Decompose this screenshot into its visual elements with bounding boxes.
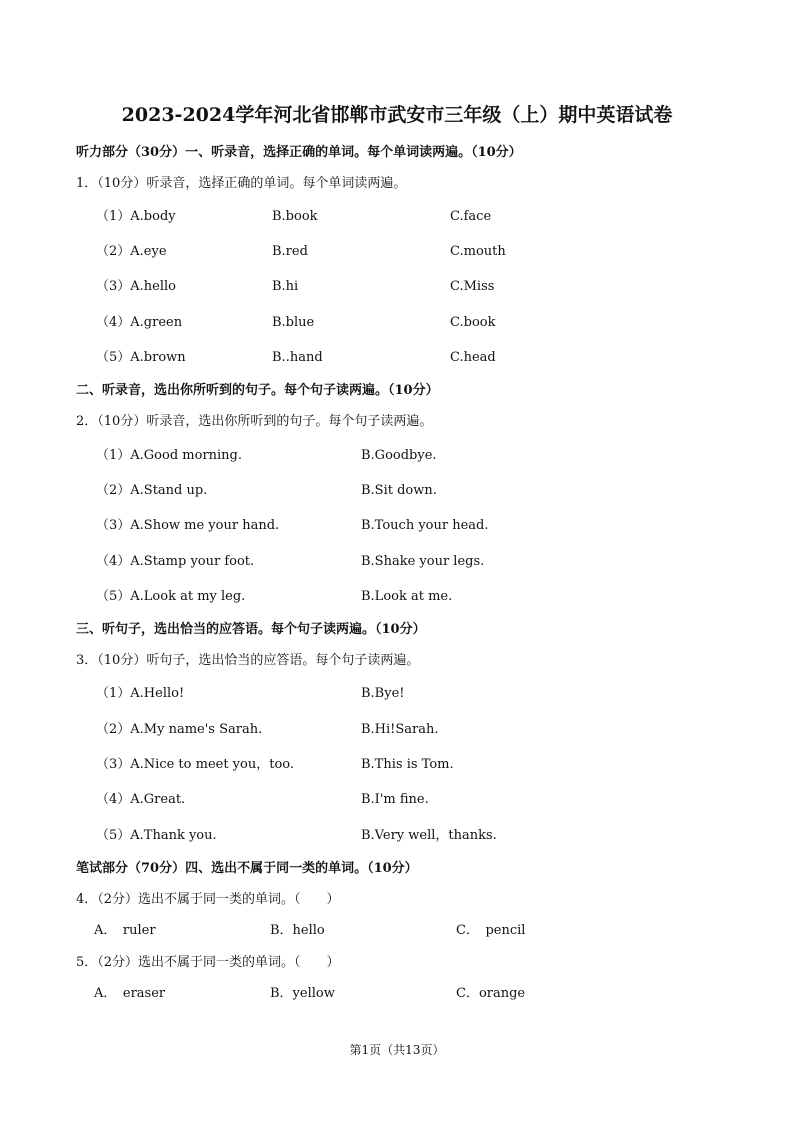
option-b: B.blue bbox=[272, 315, 315, 330]
option-a: （1）A.Hello! bbox=[96, 686, 185, 701]
option-b: B.Very well，thanks. bbox=[361, 828, 497, 843]
option-c: C． pencil bbox=[456, 923, 526, 938]
option-c: C.head bbox=[450, 350, 496, 365]
option-a: （2）A.My name's Sarah. bbox=[96, 722, 263, 737]
option-b: B.Look at me. bbox=[361, 589, 453, 604]
option-b: B．yellow bbox=[270, 986, 335, 1001]
option-a: （3）A.hello bbox=[96, 279, 176, 294]
option-b: B.hi bbox=[272, 279, 299, 294]
option-b: B.red bbox=[272, 244, 308, 259]
option-c: C.book bbox=[450, 315, 496, 330]
question-1-row bbox=[0, 348, 794, 368]
page-footer: 第1页（共13页） bbox=[349, 1043, 445, 1057]
question-2-row bbox=[0, 552, 794, 572]
question-3-row bbox=[0, 826, 794, 846]
option-b: B.Hi!Sarah. bbox=[361, 722, 439, 737]
option-a: （5）A.Look at my leg. bbox=[96, 589, 246, 604]
section-heading-listening: 听力部分（30分）一、听录音，选择正确的单词。每个单词读两遍。（10分） bbox=[76, 145, 522, 160]
question-2-stem: 2．（10分）听录音，选出你所听到的句子。每个句子读两遍。 bbox=[76, 414, 433, 429]
question-1-stem: 1．（10分）听录音，选择正确的单词。每个单词读两遍。 bbox=[76, 176, 407, 191]
page-title: 2023-2024学年河北省邯郸市武安市三年级（上）期中英语试卷 bbox=[121, 104, 673, 126]
option-a: A． ruler bbox=[94, 923, 156, 938]
question-1-row bbox=[0, 207, 794, 227]
question-3-row bbox=[0, 720, 794, 740]
option-c: C.mouth bbox=[450, 244, 506, 259]
question-5-stem: 5．（2分）选出不属于同一类的单词。（ ） bbox=[76, 955, 340, 970]
option-c: C.face bbox=[450, 209, 492, 224]
question-3-row bbox=[0, 684, 794, 704]
option-a: （4）A.Great. bbox=[96, 792, 186, 807]
option-a: （3）A.Show me your hand. bbox=[96, 518, 280, 533]
option-b: B..hand bbox=[272, 350, 323, 365]
option-a: （2）A.eye bbox=[96, 244, 167, 259]
option-a: （5）A.brown bbox=[96, 350, 186, 365]
question-1-row bbox=[0, 313, 794, 333]
option-a: （3）A.Nice to meet you，too. bbox=[96, 757, 295, 772]
question-4-stem: 4．（2分）选出不属于同一类的单词。（ ） bbox=[76, 892, 340, 907]
option-a: （4）A.green bbox=[96, 315, 183, 330]
option-a: （2）A.Stand up. bbox=[96, 483, 208, 498]
option-c: C．orange bbox=[456, 986, 526, 1001]
question-3-stem: 3．（10分）听句子，选出恰当的应答语。每个句子读两遍。 bbox=[76, 653, 420, 668]
question-4-options bbox=[0, 921, 794, 941]
question-1-row bbox=[0, 277, 794, 297]
question-5-options bbox=[0, 984, 794, 1004]
option-a: A． eraser bbox=[94, 986, 166, 1001]
question-2-row bbox=[0, 587, 794, 607]
option-b: B.Shake your legs. bbox=[361, 554, 485, 569]
option-a: （1）A.Good morning. bbox=[96, 448, 243, 463]
section-heading-sentences: 二、听录音，选出你所听到的句子。每个句子读两遍。（10分） bbox=[76, 383, 439, 398]
option-b: B.book bbox=[272, 209, 318, 224]
option-b: B.Sit down. bbox=[361, 483, 437, 498]
option-b: B.I'm fine. bbox=[361, 792, 429, 807]
option-b: B.Goodbye. bbox=[361, 448, 437, 463]
question-3-row bbox=[0, 755, 794, 775]
option-a: （1）A.body bbox=[96, 209, 176, 224]
section-heading-written: 笔试部分（70分）四、选出不属于同一类的单词。（10分） bbox=[76, 861, 418, 876]
question-2-row bbox=[0, 516, 794, 536]
option-a: （5）A.Thank you. bbox=[96, 828, 217, 843]
option-b: B.Touch your head. bbox=[361, 518, 489, 533]
option-c: C.Miss bbox=[450, 279, 495, 294]
option-a: （4）A.Stamp your foot. bbox=[96, 554, 255, 569]
option-b: B.Bye! bbox=[361, 686, 405, 701]
section-heading-responses: 三、听句子，选出恰当的应答语。每个句子读两遍。（10分） bbox=[76, 622, 426, 637]
option-b: B．hello bbox=[270, 923, 325, 938]
question-1-row bbox=[0, 242, 794, 262]
question-2-row bbox=[0, 446, 794, 466]
option-b: B.This is Tom. bbox=[361, 757, 454, 772]
question-2-row bbox=[0, 481, 794, 501]
question-3-row bbox=[0, 790, 794, 810]
